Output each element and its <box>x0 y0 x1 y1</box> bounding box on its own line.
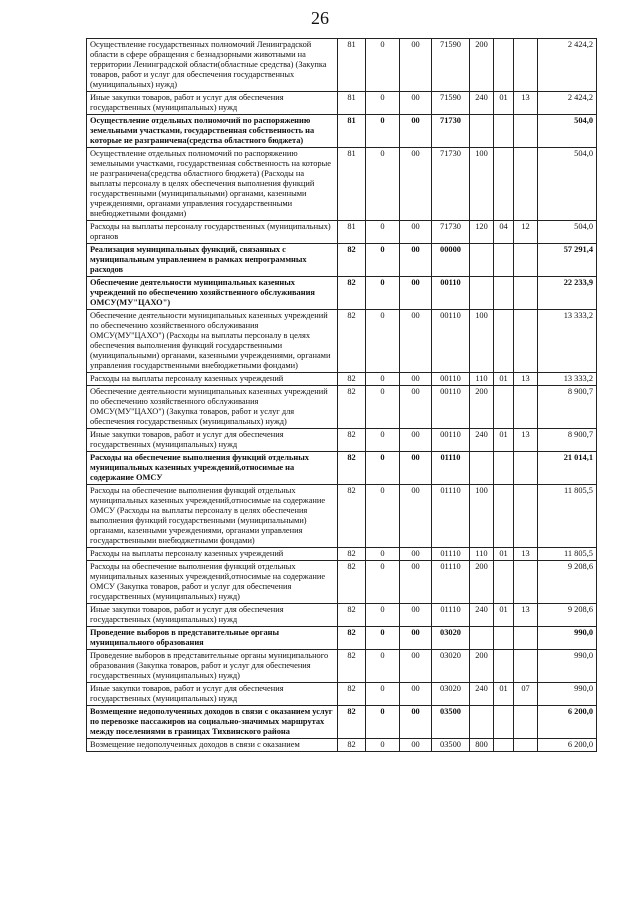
budget-table-body <box>87 39 597 752</box>
direction-code: 00 <box>400 221 432 244</box>
subprogram-code: 0 <box>366 739 400 752</box>
subsection-code <box>514 115 538 148</box>
row-name: Осуществление государственных полномочий Ленинградской области в сфере обращения с безнадзорными животными на территории Ленинградской области(областные средства) (Закупка товаров, работ и услуг для обеспечения государственных (муниципальных) нужд) <box>87 39 338 92</box>
program-code: 82 <box>338 561 366 604</box>
amount: 8 900,7 <box>538 429 597 452</box>
expense-type: 240 <box>470 429 494 452</box>
table-row <box>87 485 597 548</box>
table-row <box>87 706 597 739</box>
amount: 2 424,2 <box>538 39 597 92</box>
expense-code: 00110 <box>432 277 470 310</box>
expense-type: 800 <box>470 739 494 752</box>
direction-code: 00 <box>400 310 432 373</box>
subprogram-code: 0 <box>366 650 400 683</box>
expense-type: 200 <box>470 39 494 92</box>
subsection-code <box>514 148 538 221</box>
direction-code: 00 <box>400 39 432 92</box>
expense-code: 01110 <box>432 561 470 604</box>
direction-code: 00 <box>400 92 432 115</box>
program-code: 82 <box>338 485 366 548</box>
expense-type <box>470 627 494 650</box>
direction-code: 00 <box>400 683 432 706</box>
amount: 22 233,9 <box>538 277 597 310</box>
expense-type: 100 <box>470 148 494 221</box>
subsection-code <box>514 39 538 92</box>
row-name: Расходы на выплаты персоналу казенных учреждений <box>87 373 338 386</box>
subprogram-code: 0 <box>366 429 400 452</box>
expense-type: 200 <box>470 650 494 683</box>
expense-type: 240 <box>470 604 494 627</box>
subprogram-code: 0 <box>366 310 400 373</box>
row-name: Расходы на обеспечение выполнения функций отдельных муниципальных казенных учреждений,относимые на содержание ОМСУ <box>87 452 338 485</box>
expense-code: 00110 <box>432 373 470 386</box>
expense-type: 200 <box>470 386 494 429</box>
row-name: Обеспечение деятельности муниципальных казенных учреждений по обеспечению хозяйственного обслуживания ОМСУ(МУ"ЦАХО") (Закупка товаров, работ и услуг для обеспечения государственных (муниципальных) нужд) <box>87 386 338 429</box>
direction-code: 00 <box>400 244 432 277</box>
expense-code: 01110 <box>432 548 470 561</box>
table-row <box>87 373 597 386</box>
subsection-code: 07 <box>514 683 538 706</box>
subsection-code: 13 <box>514 373 538 386</box>
amount: 11 805,5 <box>538 485 597 548</box>
row-name: Обеспечение деятельности муниципальных казенных учреждений по обеспечению хозяйственного обслуживания ОМСУ(МУ"ЦАХО") <box>87 277 338 310</box>
table-row <box>87 148 597 221</box>
subprogram-code: 0 <box>366 627 400 650</box>
section-code <box>494 739 514 752</box>
direction-code: 00 <box>400 485 432 548</box>
section-code: 01 <box>494 683 514 706</box>
program-code: 82 <box>338 604 366 627</box>
page-number: 26 <box>311 8 329 28</box>
section-code: 01 <box>494 92 514 115</box>
expense-code: 71730 <box>432 221 470 244</box>
subprogram-code: 0 <box>366 373 400 386</box>
direction-code: 00 <box>400 548 432 561</box>
subprogram-code: 0 <box>366 39 400 92</box>
subprogram-code: 0 <box>366 277 400 310</box>
expense-code: 03500 <box>432 739 470 752</box>
direction-code: 00 <box>400 429 432 452</box>
subsection-code <box>514 386 538 429</box>
section-code: 01 <box>494 604 514 627</box>
row-name: Обеспечение деятельности муниципальных казенных учреждений по обеспечению хозяйственного обслуживания ОМСУ(МУ"ЦАХО") (Расходы на выплаты персоналу в целях обеспечения выполнения функций государственными (муниципальными) органами, казенными учреждениями, органами управления государственными внебюджетными фондами) <box>87 310 338 373</box>
direction-code: 00 <box>400 561 432 604</box>
row-name: Возмещение недополученных доходов в связи с оказанием услуг по перевозке пассажиров на социально-значимых маршрутах между поселениями в границах Тихвинского района <box>87 706 338 739</box>
subprogram-code: 0 <box>366 561 400 604</box>
subsection-code: 13 <box>514 429 538 452</box>
expense-code: 01110 <box>432 604 470 627</box>
subsection-code <box>514 561 538 604</box>
expense-type: 100 <box>470 485 494 548</box>
direction-code: 00 <box>400 373 432 386</box>
subsection-code <box>514 650 538 683</box>
program-code: 82 <box>338 429 366 452</box>
amount: 11 805,5 <box>538 548 597 561</box>
table-row <box>87 39 597 92</box>
section-code: 04 <box>494 221 514 244</box>
subprogram-code: 0 <box>366 548 400 561</box>
table-row <box>87 650 597 683</box>
subsection-code <box>514 485 538 548</box>
amount: 6 200,0 <box>538 739 597 752</box>
section-code <box>494 650 514 683</box>
section-code <box>494 485 514 548</box>
direction-code: 00 <box>400 627 432 650</box>
section-code: 01 <box>494 429 514 452</box>
direction-code: 00 <box>400 115 432 148</box>
direction-code: 00 <box>400 706 432 739</box>
amount: 990,0 <box>538 650 597 683</box>
program-code: 82 <box>338 277 366 310</box>
row-name: Иные закупки товаров, работ и услуг для обеспечения государственных (муниципальных) нужд <box>87 92 338 115</box>
amount: 13 333,2 <box>538 310 597 373</box>
row-name: Возмещение недополученных доходов в связи с оказанием <box>87 739 338 752</box>
table-row <box>87 244 597 277</box>
subsection-code <box>514 452 538 485</box>
expense-code: 01110 <box>432 452 470 485</box>
amount: 990,0 <box>538 627 597 650</box>
table-row <box>87 627 597 650</box>
subprogram-code: 0 <box>366 148 400 221</box>
subprogram-code: 0 <box>366 115 400 148</box>
program-code: 81 <box>338 39 366 92</box>
program-code: 81 <box>338 221 366 244</box>
table-row <box>87 561 597 604</box>
program-code: 82 <box>338 373 366 386</box>
amount: 990,0 <box>538 683 597 706</box>
subsection-code: 13 <box>514 92 538 115</box>
program-code: 82 <box>338 310 366 373</box>
section-code <box>494 561 514 604</box>
program-code: 82 <box>338 244 366 277</box>
row-name: Осуществление отдельных полномочий по распоряжению земельными участками, государственная собственность на которые не разграничена(средства областного бюджета) <box>87 115 338 148</box>
budget-table <box>86 38 597 752</box>
subprogram-code: 0 <box>366 221 400 244</box>
section-code: 01 <box>494 548 514 561</box>
table-row <box>87 429 597 452</box>
table-row <box>87 548 597 561</box>
amount: 504,0 <box>538 221 597 244</box>
expense-code: 71590 <box>432 39 470 92</box>
expense-type <box>470 244 494 277</box>
expense-code: 03500 <box>432 706 470 739</box>
direction-code: 00 <box>400 148 432 221</box>
program-code: 82 <box>338 452 366 485</box>
expense-code: 00110 <box>432 429 470 452</box>
program-code: 81 <box>338 115 366 148</box>
program-code: 82 <box>338 739 366 752</box>
amount: 504,0 <box>538 115 597 148</box>
subprogram-code: 0 <box>366 452 400 485</box>
subprogram-code: 0 <box>366 683 400 706</box>
expense-type: 240 <box>470 683 494 706</box>
section-code <box>494 244 514 277</box>
section-code <box>494 310 514 373</box>
table-row <box>87 221 597 244</box>
row-name: Реализация муниципальных функций, связанных с муниципальным управлением в рамках непрограммных расходов <box>87 244 338 277</box>
amount: 6 200,0 <box>538 706 597 739</box>
program-code: 81 <box>338 148 366 221</box>
expense-type: 110 <box>470 548 494 561</box>
amount: 8 900,7 <box>538 386 597 429</box>
direction-code: 00 <box>400 739 432 752</box>
expense-code: 00110 <box>432 310 470 373</box>
direction-code: 00 <box>400 650 432 683</box>
row-name: Проведение выборов в представительные органы муниципального образования <box>87 627 338 650</box>
direction-code: 00 <box>400 452 432 485</box>
subprogram-code: 0 <box>366 92 400 115</box>
subsection-code: 12 <box>514 221 538 244</box>
amount: 9 208,6 <box>538 561 597 604</box>
section-code <box>494 386 514 429</box>
row-name: Иные закупки товаров, работ и услуг для обеспечения государственных (муниципальных) нужд <box>87 604 338 627</box>
row-name: Проведение выборов в представительные органы муниципального образования (Закупка товаров, работ и услуг для обеспечения государственных (муниципальных) нужд) <box>87 650 338 683</box>
expense-type <box>470 115 494 148</box>
expense-code: 01110 <box>432 485 470 548</box>
amount: 21 014,1 <box>538 452 597 485</box>
subprogram-code: 0 <box>366 386 400 429</box>
table-row <box>87 604 597 627</box>
program-code: 82 <box>338 386 366 429</box>
row-name: Иные закупки товаров, работ и услуг для обеспечения государственных (муниципальных) нужд <box>87 683 338 706</box>
subsection-code: 13 <box>514 604 538 627</box>
subsection-code <box>514 739 538 752</box>
row-name: Осуществление отдельных полномочий по распоряжению земельными участками, государственная собственность на которые не разграничена(средства областного бюджета) (Расходы на выплаты персоналу в целях обеспечения выполнения функций государственными (муниципальными) органами, казенными учреждениями, органами управления государственными внебюджетными фондами) <box>87 148 338 221</box>
expense-type: 110 <box>470 373 494 386</box>
expense-code: 03020 <box>432 627 470 650</box>
amount: 504,0 <box>538 148 597 221</box>
section-code <box>494 148 514 221</box>
expense-type <box>470 277 494 310</box>
subprogram-code: 0 <box>366 706 400 739</box>
table-row <box>87 452 597 485</box>
subsection-code <box>514 627 538 650</box>
direction-code: 00 <box>400 277 432 310</box>
expense-code: 00000 <box>432 244 470 277</box>
amount: 57 291,4 <box>538 244 597 277</box>
row-name: Расходы на обеспечение выполнения функций отдельных муниципальных казенных учреждений,относимые на содержание ОМСУ (Закупка товаров, работ и услуг для обеспечения государственных (муниципальных) нужд) <box>87 561 338 604</box>
table-row <box>87 310 597 373</box>
section-code <box>494 39 514 92</box>
program-code: 82 <box>338 683 366 706</box>
table-row <box>87 739 597 752</box>
subsection-code <box>514 277 538 310</box>
expense-type: 120 <box>470 221 494 244</box>
expense-type: 100 <box>470 310 494 373</box>
direction-code: 00 <box>400 386 432 429</box>
subsection-code <box>514 706 538 739</box>
program-code: 82 <box>338 627 366 650</box>
amount: 2 424,2 <box>538 92 597 115</box>
section-code <box>494 277 514 310</box>
section-code <box>494 706 514 739</box>
expense-type <box>470 706 494 739</box>
row-name: Расходы на выплаты персоналу казенных учреждений <box>87 548 338 561</box>
expense-type <box>470 452 494 485</box>
table-row <box>87 683 597 706</box>
program-code: 81 <box>338 92 366 115</box>
subsection-code: 13 <box>514 548 538 561</box>
table-row <box>87 115 597 148</box>
section-code <box>494 115 514 148</box>
subprogram-code: 0 <box>366 604 400 627</box>
table-row <box>87 386 597 429</box>
subsection-code <box>514 244 538 277</box>
row-name: Расходы на обеспечение выполнения функций отдельных муниципальных казенных учреждений,относимые на содержание ОМСУ (Расходы на выплаты персоналу в целях обеспечения выполнения функций государственными (муниципальными) органами, казенными учреждениями, органами управления государственными внебюджетными фондами) <box>87 485 338 548</box>
section-code <box>494 452 514 485</box>
amount: 13 333,2 <box>538 373 597 386</box>
section-code: 01 <box>494 373 514 386</box>
expense-type: 240 <box>470 92 494 115</box>
expense-code: 03020 <box>432 683 470 706</box>
program-code: 82 <box>338 706 366 739</box>
subprogram-code: 0 <box>366 485 400 548</box>
program-code: 82 <box>338 650 366 683</box>
expense-code: 71590 <box>432 92 470 115</box>
expense-type: 200 <box>470 561 494 604</box>
row-name: Иные закупки товаров, работ и услуг для обеспечения государственных (муниципальных) нужд <box>87 429 338 452</box>
table-row <box>87 92 597 115</box>
subprogram-code: 0 <box>366 244 400 277</box>
direction-code: 00 <box>400 604 432 627</box>
table-row <box>87 277 597 310</box>
expense-code: 03020 <box>432 650 470 683</box>
expense-code: 71730 <box>432 115 470 148</box>
row-name: Расходы на выплаты персоналу государственных (муниципальных) органов <box>87 221 338 244</box>
program-code: 82 <box>338 548 366 561</box>
expense-code: 00110 <box>432 386 470 429</box>
expense-code: 71730 <box>432 148 470 221</box>
section-code <box>494 627 514 650</box>
subsection-code <box>514 310 538 373</box>
amount: 9 208,6 <box>538 604 597 627</box>
